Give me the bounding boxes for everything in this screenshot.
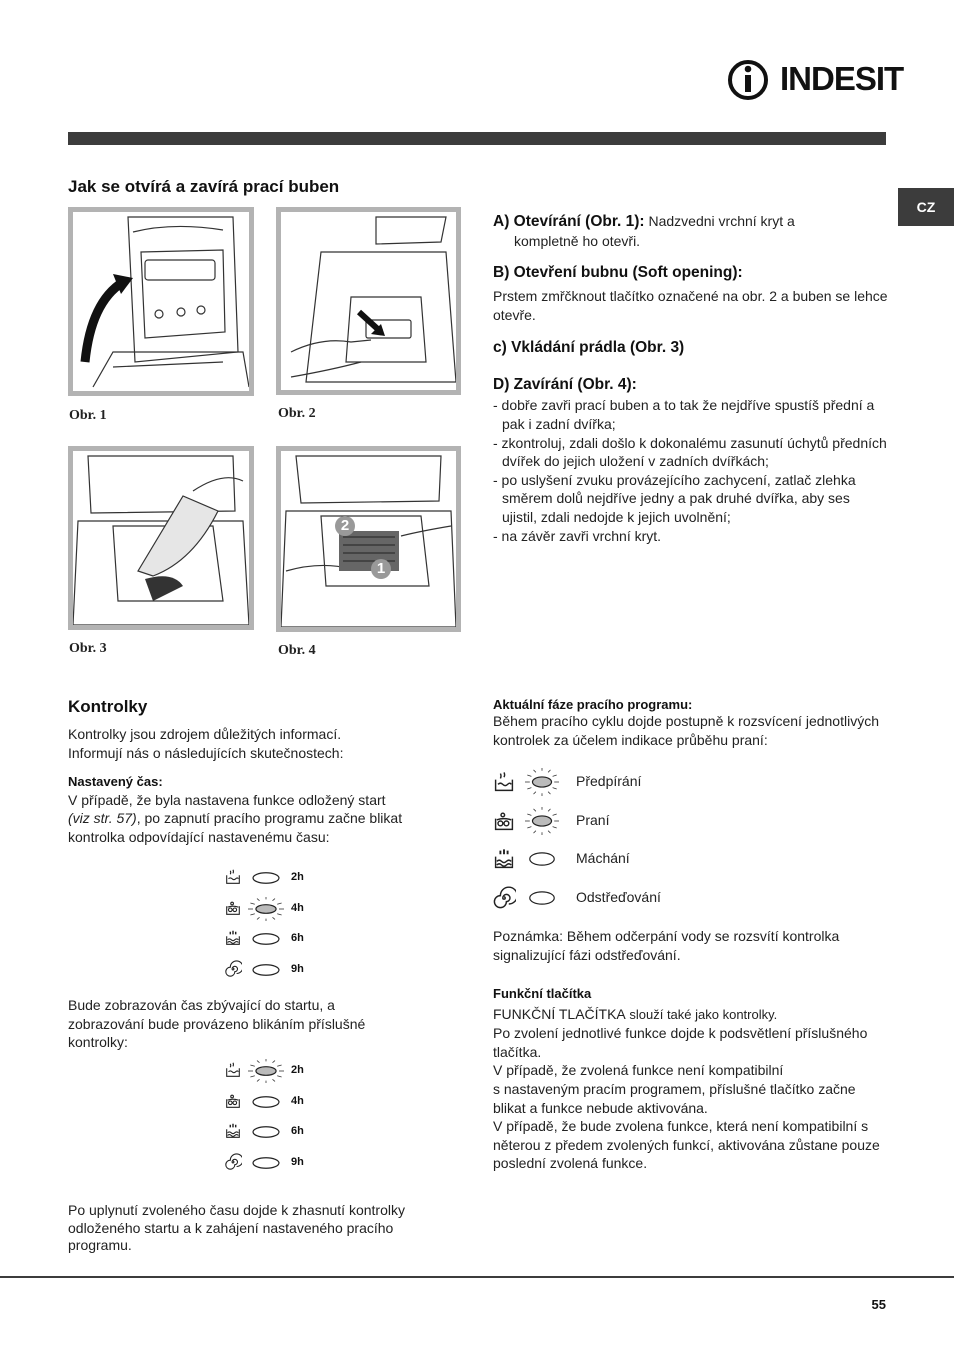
time-label: 6h [291, 932, 304, 945]
language-tab: CZ [898, 188, 954, 226]
rinse-icon [492, 847, 516, 871]
lamp-off-icon [248, 1151, 284, 1175]
kontrolky-title: Kontrolky [68, 697, 148, 716]
step-a [493, 212, 888, 232]
indicator-row [224, 1120, 314, 1144]
step-b-heading: B) Otevření bubnu (Soft opening): [493, 264, 743, 282]
step-d-list [493, 396, 888, 545]
funkcni-line-5: V případě, že bude zvolena funkce, která není kompatibilní s něterou z předem zvolených funkcí, aktivována zůstane pouze poslední zvolená funkce. [493, 1118, 880, 1172]
lamp-lit-icon [525, 768, 559, 796]
spin-icon [224, 1153, 242, 1171]
lamp-off-icon [248, 927, 284, 951]
phase-row [492, 845, 692, 873]
funkcni-line-3: V případě, že zvolená funkce není kompatibilní [493, 1062, 784, 1079]
end-text: Po uplynutí zvoleného času dojde k zhasnutí kontrolky odloženého startu a k zahájení nastaveného pracího programu. [68, 1202, 405, 1254]
phase-indicators [492, 768, 692, 913]
logo-text: INDESIT [780, 60, 904, 97]
funkcni-caps-rest: slouží také jako kontrolky. [625, 1006, 778, 1022]
intro-line-2: Informují nás o následujících skutečnostech: [68, 744, 344, 761]
washer-open-lid-illustration [73, 212, 249, 391]
soft-opening-button-illustration [281, 212, 456, 390]
lamp-off-icon [248, 1120, 284, 1144]
wash-icon [224, 1092, 242, 1110]
figure-4-caption: Obr. 4 [278, 643, 316, 658]
phase-label: Praní [576, 811, 610, 828]
prewash-icon [224, 1061, 242, 1079]
page-number: 55 [871, 1297, 886, 1312]
indicator-row [224, 866, 314, 890]
closing-drum-illustration [281, 451, 456, 627]
time-label: 6h [291, 1125, 304, 1138]
spin-icon [224, 960, 242, 978]
indicator-group-delay-start [224, 866, 314, 982]
figure-3 [68, 446, 254, 630]
phase-label: Máchání [576, 850, 630, 866]
rinse-icon [224, 929, 242, 947]
faze-heading: Aktuální fáze pracího programu: [493, 697, 693, 712]
time-label: 2h [291, 871, 304, 883]
indicator-row [224, 897, 314, 921]
indicator-row [224, 927, 314, 951]
step-d-item: - dobře zavři prací buben a to tak že nejdříve spustíš přední a pak i zadní dvířka; [493, 397, 875, 432]
kontrolky-intro [68, 725, 448, 762]
time-label: 9h [291, 1156, 304, 1169]
step-a-text-2: kompletně ho otevři. [514, 232, 641, 249]
step-c-heading: c) Vkládání prádla (Obr. 3) [493, 339, 685, 357]
section-title: Jak se otvírá a zavírá prací buben [68, 177, 340, 196]
step-d-item: - zkontroluj, zdali došlo k dokonalému zasunutí úchytů předních dvířek do jejich uložení v zadních dvířkách; [493, 434, 887, 470]
figure-3-caption: Obr. 3 [69, 641, 107, 656]
faze-block [493, 697, 888, 749]
prewash-icon [224, 868, 242, 886]
step-a-heading: A) Otevírání (Obr. 1): [493, 213, 645, 230]
phase-label: Odstřeďování [576, 888, 661, 905]
funkcni-line-2: Po zvolení jednotlivé funkce dojde k podsvětlení příslušného tlačítka. [493, 1025, 868, 1060]
phase-label: Předpírání [576, 773, 642, 789]
indesit-logo [726, 58, 904, 102]
faze-text: Během pracího cyklu dojde postupně k rozsvícení jednotlivých kontrolek za účelem indikace průběhu praní: [493, 713, 879, 748]
funkcni-block [493, 985, 888, 1173]
nastaveny-line-3: kontrolka odpovídající nastavenému času: [68, 828, 330, 845]
indicator-row [224, 1090, 314, 1114]
funkcni-line-4: s nastaveným pracím programem, příslušné tlačítko začne blikat a funkce nebude aktivována. [493, 1080, 856, 1116]
lamp-off-icon [248, 1090, 284, 1114]
lamp-off-icon [248, 866, 284, 890]
lamp-off-icon [525, 884, 559, 912]
lamp-off-icon [525, 845, 559, 873]
step-d-item: - na závěr zavři vrchní kryt. [493, 527, 662, 544]
nastaveny-line-1: V případě, že byla nastavena funkce odložený start [68, 791, 386, 808]
lamp-lit-icon [248, 1059, 284, 1083]
nastaveny-line-2 [68, 809, 453, 828]
indicator-group-remaining [224, 1059, 314, 1175]
phase-row [492, 807, 692, 835]
indesit-logo-mark-icon [726, 58, 776, 102]
marker-2: 2 [335, 516, 355, 536]
phase-row [492, 768, 692, 796]
step-a-text-1: Nadzvedni vrchní kryt a [648, 213, 795, 229]
lamp-lit-icon [248, 897, 284, 921]
figure-4 [276, 446, 461, 632]
intro-line-1: Kontrolky jsou zdrojem důležitých informací. [68, 726, 342, 742]
phase-row [492, 884, 692, 912]
spin-icon [492, 886, 516, 910]
funkcni-line-1 [493, 1005, 888, 1025]
step-d-heading: D) Zavírání (Obr. 4): [493, 376, 637, 394]
figure-1-caption: Obr. 1 [69, 408, 107, 423]
page-reference: (viz str. 57) [68, 810, 137, 827]
footer-line [0, 1276, 954, 1278]
note-text: Poznámka: Během odčerpání vody se rozsvítí kontrolka signalizující fázi odstřeďování. [493, 928, 840, 963]
time-label: 4h [291, 1094, 304, 1107]
nastaveny-line-2-rest: , po zapnutí pracího programu začne blikat [136, 810, 403, 827]
funkcni-caps: FUNKČNÍ TLAČÍTKA [493, 1005, 626, 1022]
figure-1 [68, 207, 254, 396]
indicator-row [224, 1059, 314, 1083]
time-label: 2h [291, 1064, 304, 1076]
funkcni-heading: Funkční tlačítka [493, 986, 592, 1001]
nastaveny-block [68, 773, 453, 846]
wash-icon [492, 809, 516, 833]
lamp-lit-icon [525, 807, 559, 835]
lamp-off-icon [248, 958, 284, 982]
marker-1: 1 [371, 559, 391, 579]
figure-2-caption: Obr. 2 [278, 406, 316, 421]
remaining-text: Bude zobrazován čas zbývající do startu, a zobrazování bude provázeno blikáním příslušné kontrolky: [68, 997, 366, 1051]
header-bar [68, 132, 886, 145]
figure-2 [276, 207, 461, 395]
nastaveny-heading: Nastavený čas: [68, 774, 163, 789]
time-label: 9h [291, 963, 304, 976]
time-label: 4h [291, 901, 304, 914]
step-d-item: - po uslyšení zvuku provázejícího zachycení, zatlač zlehka směrem dolů nejdříve jedny a pak druhé dvířka, aby ses ujistil, zdali nedojde k jejich uvolnění; [493, 471, 856, 525]
instructions-block [493, 212, 888, 545]
indicator-row [224, 1151, 314, 1175]
wash-icon [224, 899, 242, 917]
rinse-icon [224, 1122, 242, 1140]
prewash-icon [492, 770, 516, 794]
indicator-row [224, 958, 314, 982]
step-b-text: Prstem zmřčknout tlačítko označené na obr. 2 a buben se lehce otevře. [493, 288, 888, 323]
loading-laundry-illustration [73, 451, 249, 625]
